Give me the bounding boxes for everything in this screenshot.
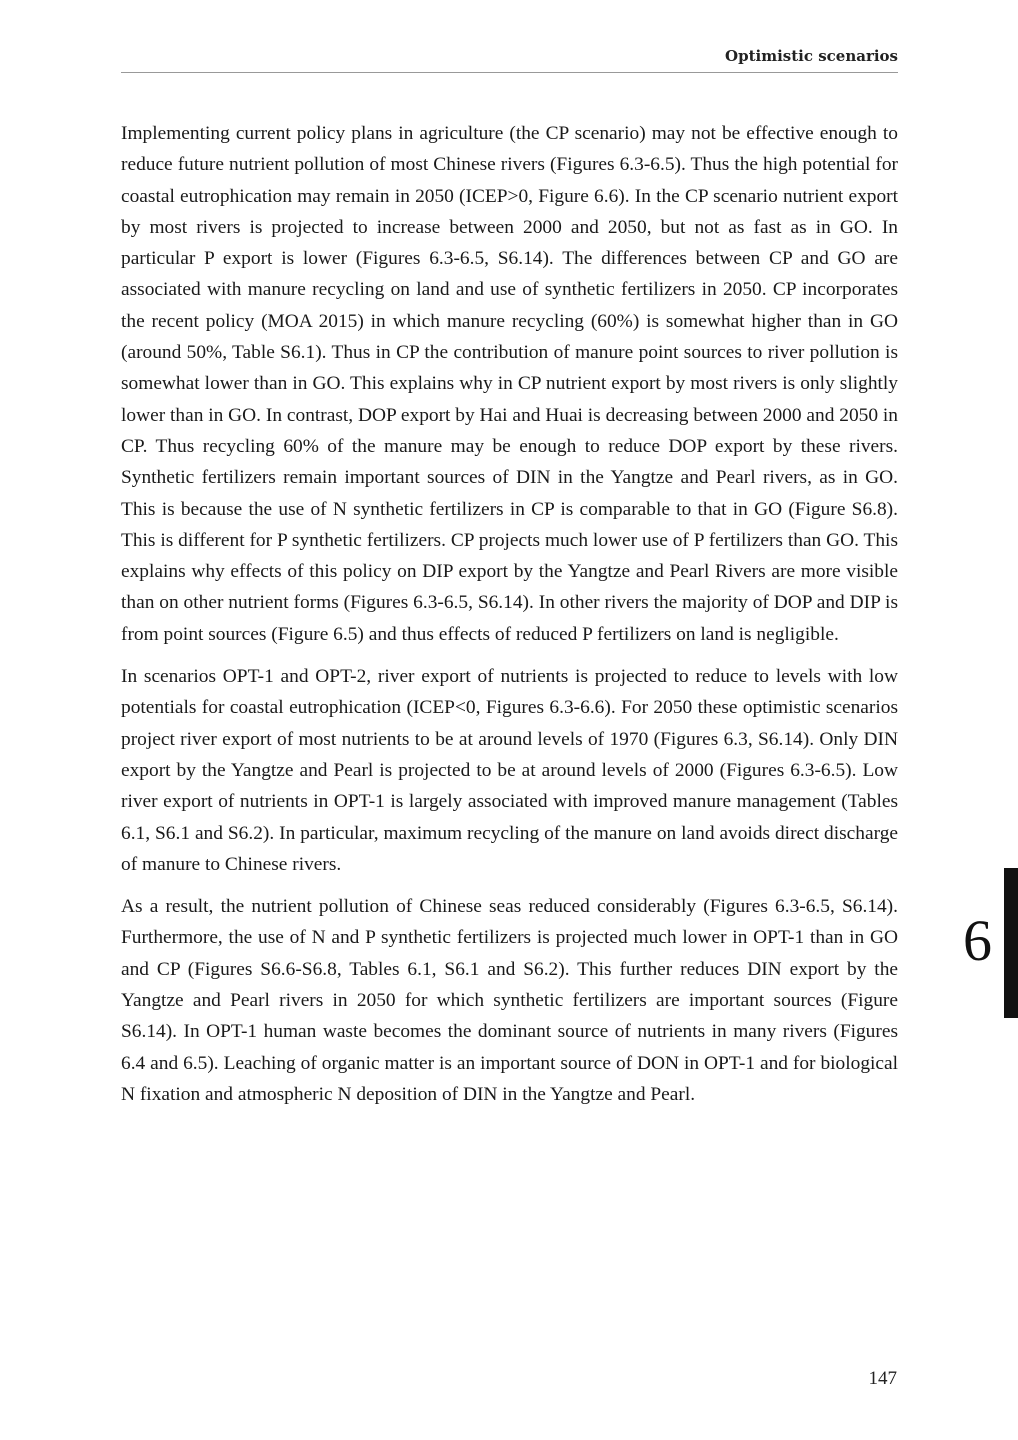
header-divider bbox=[121, 72, 898, 73]
page-number: 147 bbox=[868, 1368, 897, 1389]
paragraph-opt-scenarios: In scenarios OPT-1 and OPT-2, river export of nutrients is projected to reduce to levels with low potentials for coastal eutrophication (ICEP<0, Figures 6.3-6.6). For 2050 these optimistic scenarios project river export of most nutrients to be at around levels of 1970 (Figures 6.3, S6.14). Only DIN export by the Yangtze and Pearl is projected to be at around levels of 2000 (Figures 6.3-6.5). Low river export of nutrients in OPT-1 is largely associated with improved manure management (Tables 6.1, S6.1 and S6.2). In particular, maximum recycling of the manure on land avoids direct discharge of manure to Chinese rivers. bbox=[121, 666, 898, 875]
chapter-number: 6 bbox=[963, 908, 992, 973]
paragraph-cp-scenario: Implementing current policy plans in agriculture (the CP scenario) may not be effective enough to reduce future nutrient pollution of most Chinese rivers (Figures 6.3-6.5). Thus the high potential for coastal eutrophication may remain in 2050 (ICEP>0, Figure 6.6). In the CP scenario nutrient export by most rivers is projected to increase between 2000 and 2050, but not as fast as in GO. In particular P export is lower (Figures 6.3-6.5, S6.14). The differences between CP and GO are associated with manure recycling on land and use of synthetic fertilizers in 2050. CP incorporates the recent policy (MOA 2015) in which manure recycling (60%) is somewhat higher than in GO (around 50%, Table S6.1). Thus in CP the contribution of manure point sources to river pollution is somewhat lower than in GO. This explains why in CP nutrient export by most rivers is only slightly lower than in GO. In contrast, DOP export by Hai and Huai is decreasing between 2000 and 2050 in CP. Thus recycling 60% of the manure may be enough to reduce DOP export by these rivers. Synthetic fertilizers remain important sources of DIN in the Yangtze and Pearl rivers, as in GO. This is because the use of N synthetic fertilizers in CP is comparable to that in GO (Figure S6.8). This is different for P synthetic fertilizers. CP projects much lower use of P fertilizers than GO. This explains why effects of this policy on DIP export by the Yangtze and Pearl Rivers are more visible than on other nutrient forms (Figures 6.3-6.5, S6.14). In other rivers the majority of DOP and DIP is from point sources (Figure 6.5) and thus effects of reduced P fertilizers on land is negligible. bbox=[121, 123, 898, 645]
body-text bbox=[121, 118, 898, 1121]
running-header: Optimistic scenarios bbox=[725, 47, 898, 65]
paragraph-seas-result: As a result, the nutrient pollution of Chinese seas reduced considerably (Figures 6.3-6.5, S6.14). Furthermore, the use of N and P synthetic fertilizers is projected much lower in OPT-1 than in GO and CP (Figures S6.6-S6.8, Tables 6.1, S6.1 and S6.2). This further reduces DIN export by the Yangtze and Pearl rivers in 2050 for which synthetic fertilizers are important sources (Figure S6.14). In OPT-1 human waste becomes the dominant source of nutrients in many rivers (Figures 6.4 and 6.5). Leaching of organic matter is an important source of DON in OPT-1 and for biological N fixation and atmospheric N deposition of DIN in the Yangtze and Pearl. bbox=[121, 896, 898, 1105]
chapter-thumb-tab bbox=[1004, 868, 1018, 1018]
